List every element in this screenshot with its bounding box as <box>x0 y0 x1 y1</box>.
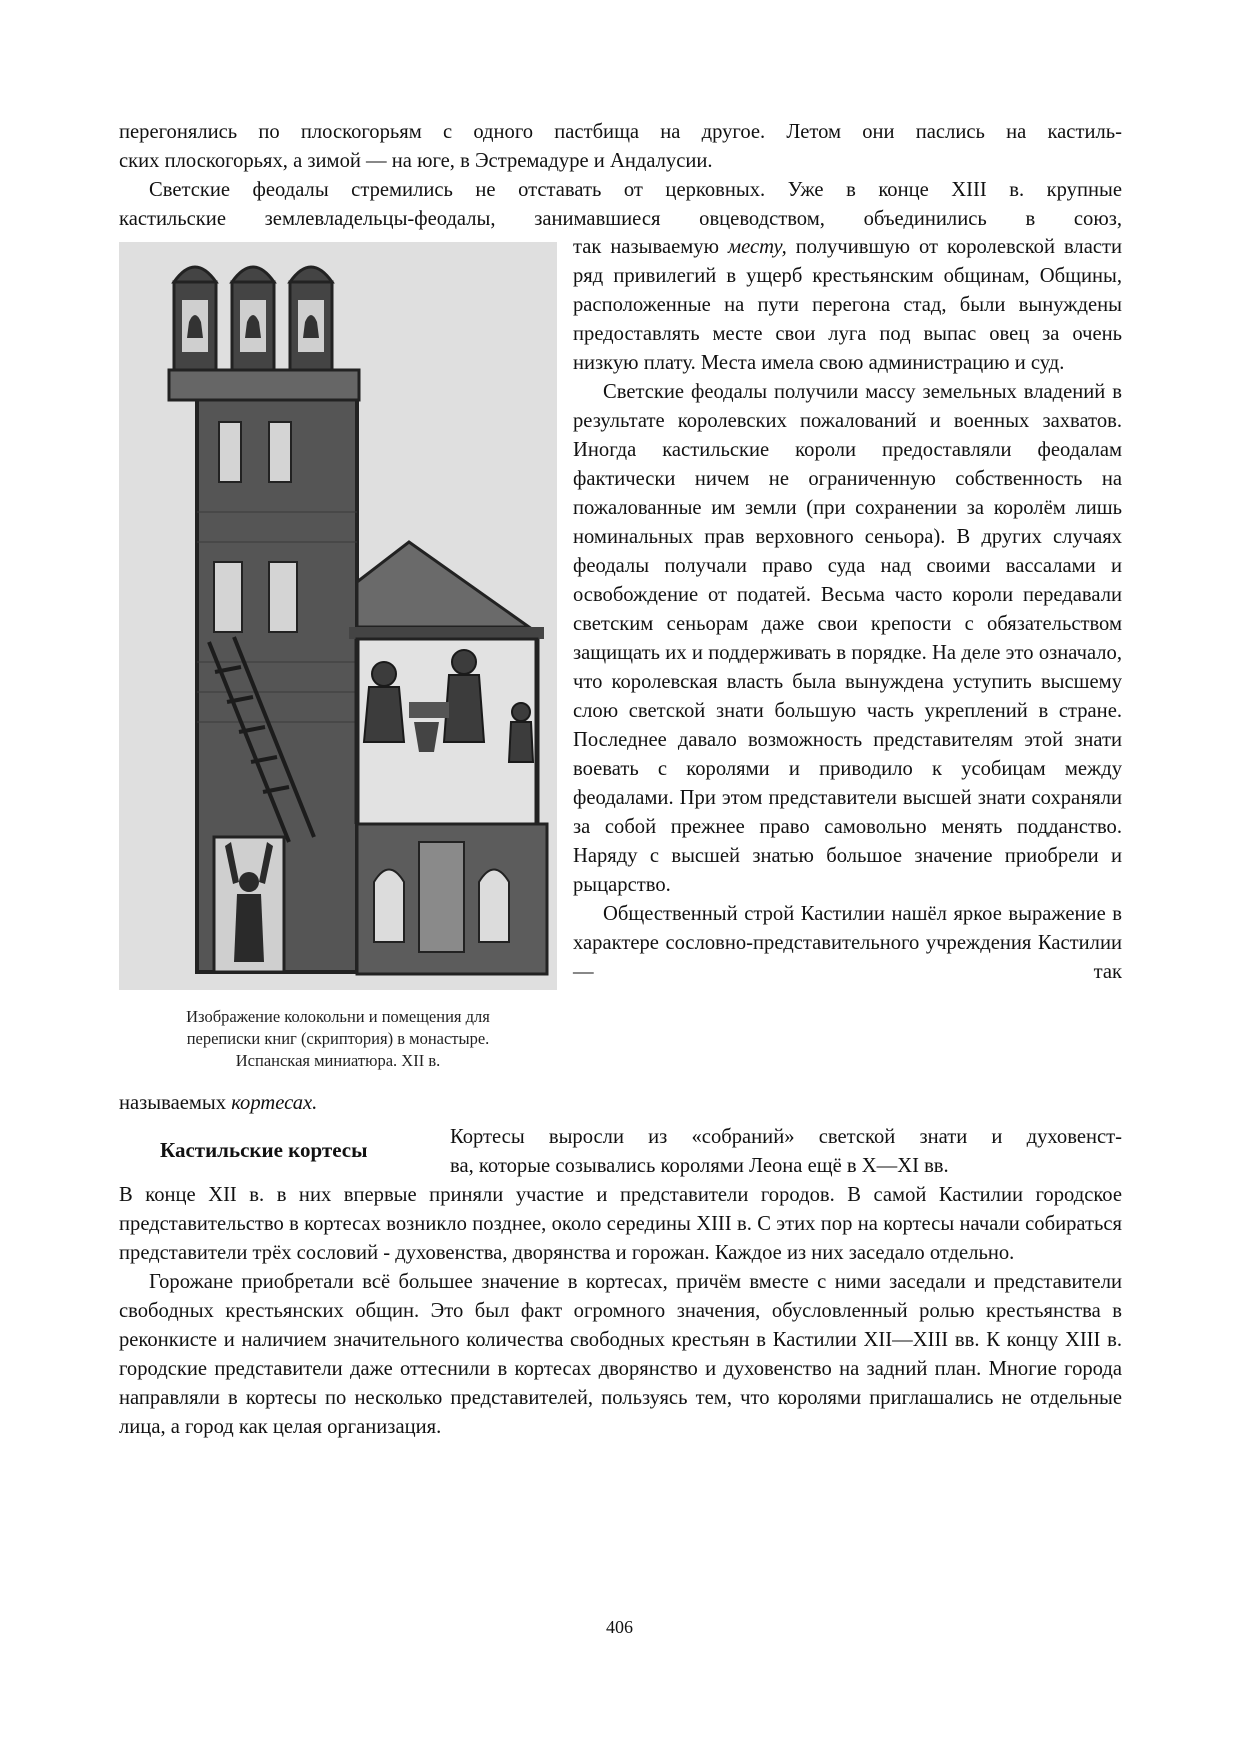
section-body <box>119 1181 1122 1442</box>
top-text-block <box>119 118 1122 234</box>
caption-line: переписки книг (скриптория) в монастыре. <box>186 1029 490 1048</box>
italic-term: кортесах. <box>231 1092 318 1114</box>
paragraph: Светские феодалы получили массу земельных владений в результате королевских пожалований и военных захватов. Иногда кастильские короли предоставляли феодалам фактически ничем не ограниченную собственность на пожалованные им земли (при сохранении за королём лишь номинальных прав верховного сеньора). В других случаях феодалы получали право суда над своими вассалами и освобождение от податей. Весьма часто короли передавали светским сеньорам даже свои крепости с обязательством защищать их и поддерживать в порядке. На деле это означало, что королевская власть была вынуждена уступить высшему слою светской знати большую часть укреплений в стране. Последнее давало возможность представителям этой знати воевать с королями и приводило к усобицам между феодалами. При этом представители высшей знати сохраняли за собой прежнее право самовольно менять подданство. Наряду с высшей знатью большое значение приобрели и рыцарство. <box>573 381 1122 896</box>
text-line: Светские феодалы стремились не отставать от церковных. Уже в конце XIII в. крупные <box>149 179 1122 201</box>
text-line: перегонялись по плоскогорьям с одного пастбища на другое. Летом они паслись на кастиль- <box>119 121 1122 143</box>
figure <box>119 242 557 1072</box>
section-heading: Кастильские кортесы <box>160 1138 368 1162</box>
paragraph: В конце XII в. в них впервые приняли участие и представители городов. В самой Кастилии городское представительство в кортесах возникло позднее, около середины XIII в. С этих пор на кортесы начали собираться представители трёх сословий - духовенства, дворянства и горожан. Каждое из них заседало отдельно. <box>119 1184 1122 1264</box>
paragraph: Общественный строй Кастилии нашёл яркое выражение в характере сословно-представительного учреждения Кастилии — так <box>573 903 1122 983</box>
caption-line: Испанская миниатюра. XII в. <box>235 1051 441 1070</box>
paragraph <box>573 233 1122 378</box>
text-run: называемых <box>119 1092 232 1114</box>
text-line: ских плоскогорьях, а зимой — на юге, в Эстремадуре и Андалусии. <box>119 150 713 172</box>
continuation-line <box>119 1089 1122 1118</box>
paragraph: Горожане приобретали всё большее значение в кортесах, причём вместе с ними заседали и представители свободных крестьянских общин. Это был факт огромного значения, обусловленный ролью крестьянства в реконкисте и наличием значительного количества свободных крестьян в Кастилии XII—XIII вв. К концу XIII в. городские представители даже оттеснили в кортесах дворянство и духовенство на задний план. Многие города направляли в кортесы по несколько представителей, пользуясь тем, что королями приглашались не отдельные лица, а город как целая организация. <box>119 1271 1122 1438</box>
caption-line: Изображение колокольни и помещения для <box>186 1007 490 1026</box>
text-line: Кортесы выросли из «собраний» светской знати и духовенст- <box>450 1126 1122 1148</box>
section-first-lines <box>450 1123 1122 1181</box>
page-number: 406 <box>606 1617 633 1637</box>
text-run: так называемую <box>573 236 728 258</box>
text-line: ва, которые созывались королями Леона ещё в X—XI вв. <box>450 1155 949 1177</box>
italic-term: месту, <box>727 236 787 258</box>
figure-caption <box>119 1006 557 1072</box>
text-run: получившую от королевской власти ряд привилегий в ущерб крестьянским общинам, Общины, расположенные на пути перегона стад, были вынуждены предоставлять месте свои луга под выпас овец за очень низкую плату. Места имела свою администрацию и суд. <box>573 236 1122 374</box>
right-column <box>573 233 1122 987</box>
text-line: кастильские землевладельцы-феодалы, занимавшиеся овцеводством, объединились в союз, <box>119 208 1122 230</box>
bell-tower-miniature-illustration <box>119 242 557 990</box>
